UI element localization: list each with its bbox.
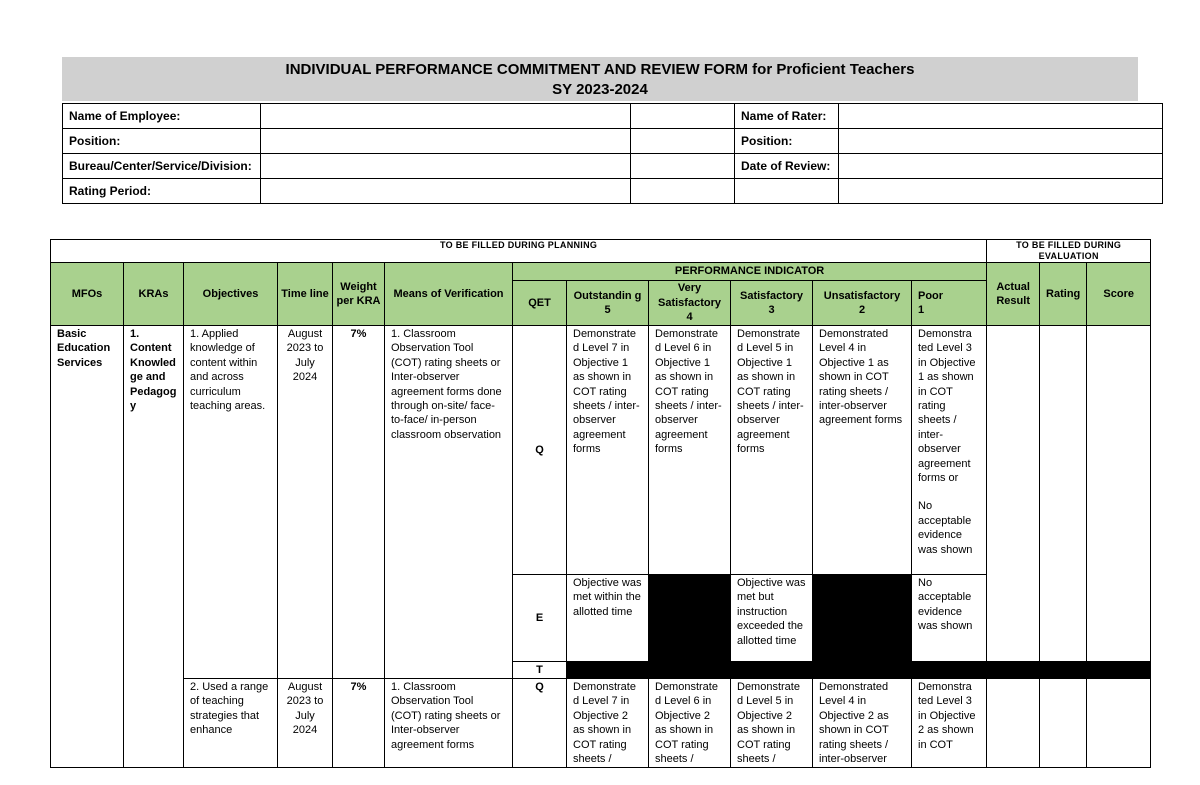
rating-period-field[interactable] (261, 179, 631, 204)
objective-1-q-very-satisfactory: Demonstrate d Level 6 in Objective 1 as shown in COT rating sheets / inter-observer agreement forms (649, 326, 731, 575)
objective-1-e-satisfactory: Objective was met but instruction exceeded the allotted time (731, 575, 813, 662)
objective-1-e-poor: No acceptable evidence was shown (912, 575, 987, 662)
objective-1-q-poor-extra: No acceptable evidence was shown (918, 500, 973, 556)
kras-header: KRAs (124, 263, 184, 326)
very-satisfactory-label: Very Satisfactory (658, 282, 721, 309)
planning-section-header: TO BE FILLED DURING PLANNING (51, 240, 987, 263)
objective-1-q-poor (912, 326, 987, 575)
objective-1-q-satisfactory: Demonstrate d Level 5 in Objective 1 as shown in COT rating sheets / inter-observer agreement forms (731, 326, 813, 575)
qet-header: QET (513, 281, 567, 326)
mov-header: Means of Verification (385, 263, 513, 326)
poor-header (912, 281, 987, 326)
evaluation-section-header: TO BE FILLED DURING EVALUATION (987, 240, 1151, 263)
unsatisfactory-label: Unsatisfactory (823, 289, 901, 302)
objective-2-rating[interactable] (1040, 679, 1087, 768)
poor-label: Poor (918, 289, 944, 302)
outstanding-header (567, 281, 649, 326)
satisfactory-label: Satisfactory (740, 289, 803, 302)
bureau-label: Bureau/Center/Service/Division: (63, 154, 261, 179)
rater-position-field[interactable] (839, 129, 1163, 154)
position-label: Position: (63, 129, 261, 154)
info-spacer-cell (631, 129, 735, 154)
objective-1-timeline: August 2023 to July 2024 (278, 326, 333, 679)
objective-2-mov: 1. Classroom Observation Tool (COT) rating sheets or Inter-observer agreement forms (385, 679, 513, 768)
objective-2-q-satisfactory: Demonstrate d Level 5 in Objective 2 as shown in COT rating sheets / (731, 679, 813, 768)
form-title-band (62, 57, 1138, 101)
objective-1-rating[interactable] (1040, 326, 1087, 662)
mfos-header: MFOs (51, 263, 124, 326)
date-of-review-label: Date of Review: (735, 154, 839, 179)
info-spacer-cell (735, 179, 839, 204)
position-field[interactable] (261, 129, 631, 154)
name-of-employee-field[interactable] (261, 104, 631, 129)
objective-2-q-label: Q (513, 679, 567, 768)
employee-info-table (62, 103, 1163, 204)
rating-period-label: Rating Period: (63, 179, 261, 204)
objective-1-q-label: Q (513, 326, 567, 575)
objective-2-timeline: August 2023 to July 2024 (278, 679, 333, 768)
actual-result-header: Actual Result (987, 263, 1040, 326)
name-of-rater-label: Name of Rater: (735, 104, 839, 129)
very-satisfactory-number: 4 (686, 311, 693, 324)
score-header: Score (1087, 263, 1151, 326)
timeline-header: Time line (278, 263, 333, 326)
school-year: SY 2023-2024 (552, 81, 648, 98)
objective-1-actual-result[interactable] (987, 326, 1040, 662)
objective-2-weight: 7% (333, 679, 385, 768)
objective-2-q-unsatisfactory: Demonstrated Level 4 in Objective 2 as shown in COT rating sheets / inter-observer (813, 679, 912, 768)
form-title: INDIVIDUAL PERFORMANCE COMMITMENT AND REVIEW FORM for Proficient Teachers (285, 61, 915, 78)
satisfactory-header (731, 281, 813, 326)
objective-2-q-very-satisfactory: Demonstrate d Level 6 in Objective 2 as shown in COT rating sheets / (649, 679, 731, 768)
objective-1-score[interactable] (1087, 326, 1151, 662)
objectives-header: Objectives (184, 263, 278, 326)
objective-1-mov: 1. Classroom Observation Tool (COT) rating sheets or Inter-observer agreement forms done through on-site/ face-to-face/ in-person classroom observation (385, 326, 513, 679)
objective-2-score[interactable] (1087, 679, 1151, 768)
objective-1-q-unsatisfactory: Demonstrated Level 4 in Objective 1 as shown in COT rating sheets / inter-observer agreement forms (813, 326, 912, 575)
objective-2-q-poor: Demonstra ted Level 3 in Objective 2 as shown in COT (912, 679, 987, 768)
satisfactory-number: 3 (768, 304, 775, 316)
very-satisfactory-header (649, 281, 731, 326)
unsatisfactory-number: 2 (858, 304, 866, 316)
t-row-blacked-out (567, 662, 1151, 679)
rater-position-label: Position: (735, 129, 839, 154)
objective-2-q-outstanding: Demonstrate d Level 7 in Objective 2 as shown in COT rating sheets / (567, 679, 649, 768)
objective-2-cell: 2. Used a range of teaching strategies that enhance (184, 679, 278, 768)
outstanding-number: 5 (604, 304, 611, 316)
name-of-employee-label: Name of Employee: (63, 104, 261, 129)
objective-1-cell: 1. Applied knowledge of content within and across curriculum teaching areas. (184, 326, 278, 679)
mfo-cell: Basic Education Services (51, 326, 124, 768)
outstanding-label: Outstandin g (573, 289, 642, 302)
blacked-out-cell (813, 575, 912, 662)
objective-1-e-outstanding: Objective was met within the allotted time (567, 575, 649, 662)
objective-2-actual-result[interactable] (987, 679, 1040, 768)
kra-cell: 1. Content Knowled ge and Pedagog y (124, 326, 184, 768)
info-spacer-cell (631, 179, 735, 204)
objective-1-t-label: T (513, 662, 567, 679)
objective-1-q-poor-text: Demonstra ted Level 3 in Objective 1 as shown in COT rating sheets / inter-observer agreement forms or (918, 328, 976, 485)
blacked-out-cell (649, 575, 731, 662)
performance-indicator-header: PERFORMANCE INDICATOR (513, 263, 987, 281)
objective-1-weight: 7% (333, 326, 385, 679)
info-spacer-cell (631, 104, 735, 129)
name-of-rater-field[interactable] (839, 104, 1163, 129)
info-spacer-cell (839, 179, 1163, 204)
performance-table (50, 239, 1151, 768)
info-spacer-cell (631, 154, 735, 179)
weight-header: Weight per KRA (333, 263, 385, 326)
objective-1-q-outstanding: Demonstrate d Level 7 in Objective 1 as shown in COT rating sheets / inter-observer agreement forms (567, 326, 649, 575)
objective-1-e-label: E (513, 575, 567, 662)
bureau-field[interactable] (261, 154, 631, 179)
date-of-review-field[interactable] (839, 154, 1163, 179)
rating-header: Rating (1040, 263, 1087, 326)
unsatisfactory-header (813, 281, 912, 326)
poor-number: 1 (918, 304, 925, 316)
